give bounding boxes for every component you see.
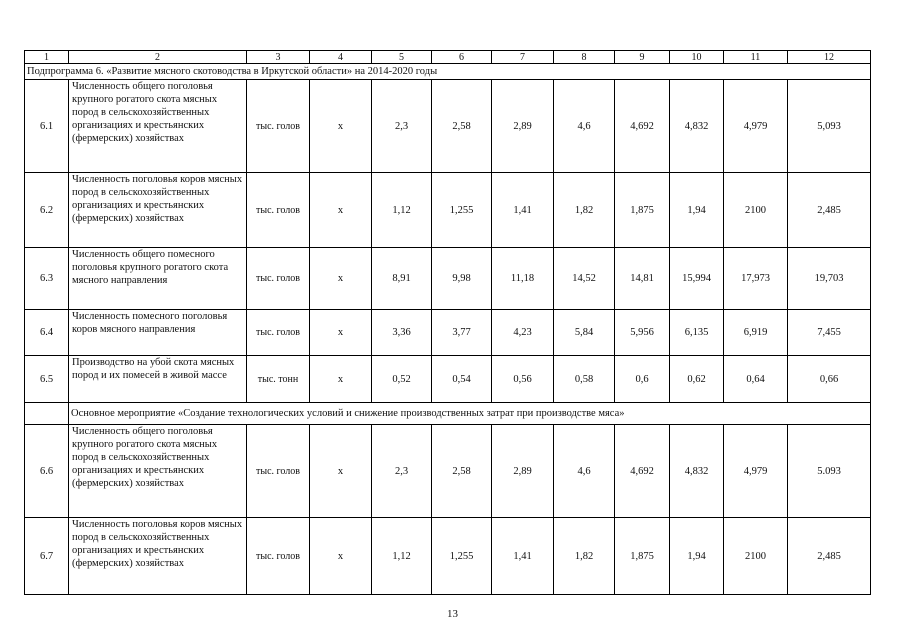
value-cell: 0,6 (615, 356, 670, 403)
value-cell: 4,6 (554, 80, 615, 173)
value-cell: 5,956 (615, 310, 670, 356)
value-cell: 1,94 (670, 173, 724, 248)
value-cell: 0,64 (724, 356, 788, 403)
value-cell: 7,455 (788, 310, 871, 356)
value-cell: 2,3 (372, 80, 432, 173)
value-cell: 0,54 (432, 356, 492, 403)
column-header: 5 (372, 51, 432, 64)
value-cell: 2,485 (788, 518, 871, 595)
value-cell: 4,832 (670, 425, 724, 518)
value-cell: 0,52 (372, 356, 432, 403)
table-row (25, 518, 871, 595)
base-value: х (310, 248, 372, 310)
value-cell: 1,82 (554, 518, 615, 595)
indicator-name: Численность поголовья коров мясных пород в сельскохозяйственных организациях и крестьянских (фермерских) хозяйствах (69, 173, 247, 248)
row-number: 6.6 (25, 425, 69, 518)
table-row (25, 248, 871, 310)
value-cell: 0,62 (670, 356, 724, 403)
value-cell: 1,875 (615, 518, 670, 595)
value-cell: 5,84 (554, 310, 615, 356)
value-cell: 1,41 (492, 518, 554, 595)
indicators-table (24, 50, 871, 595)
row-number: 6.5 (25, 356, 69, 403)
value-cell: 1,82 (554, 173, 615, 248)
indicator-name: Численность общего поголовья крупного рогатого скота мясных пород в сельскохозяйственных организациях и крестьянских (фермерских) хозяйствах (69, 80, 247, 173)
indicator-name: Производство на убой скота мясных пород и их помесей в живой массе (69, 356, 247, 403)
value-cell: 2100 (724, 518, 788, 595)
row-number: 6.7 (25, 518, 69, 595)
value-cell: 4,979 (724, 425, 788, 518)
row-number: 6.3 (25, 248, 69, 310)
value-cell: 2,3 (372, 425, 432, 518)
value-cell: 5.093 (788, 425, 871, 518)
value-cell: 4,23 (492, 310, 554, 356)
value-cell: 2,58 (432, 80, 492, 173)
page-number: 13 (447, 608, 458, 620)
table-row (25, 173, 871, 248)
column-header: 2 (69, 51, 247, 64)
row-number: 6.2 (25, 173, 69, 248)
column-header: 9 (615, 51, 670, 64)
value-cell: 17,973 (724, 248, 788, 310)
base-value: х (310, 310, 372, 356)
value-cell: 1,41 (492, 173, 554, 248)
value-cell: 14,81 (615, 248, 670, 310)
table-row (25, 356, 871, 403)
value-cell: 0,56 (492, 356, 554, 403)
value-cell: 0,58 (554, 356, 615, 403)
value-cell: 2,89 (492, 425, 554, 518)
value-cell: 14,52 (554, 248, 615, 310)
base-value: х (310, 173, 372, 248)
table-row (25, 425, 871, 518)
value-cell: 6,135 (670, 310, 724, 356)
value-cell: 4,832 (670, 80, 724, 173)
value-cell: 1,12 (372, 518, 432, 595)
value-cell: 4,979 (724, 80, 788, 173)
value-cell: 15,994 (670, 248, 724, 310)
column-header: 1 (25, 51, 69, 64)
subprogram-title: Подпрограмма 6. «Развитие мясного скотоводства в Иркутской области» на 2014-2020 годы (25, 64, 871, 80)
column-header: 12 (788, 51, 871, 64)
value-cell: 4,6 (554, 425, 615, 518)
value-cell: 2,89 (492, 80, 554, 173)
value-cell: 11,18 (492, 248, 554, 310)
row-number: 6.4 (25, 310, 69, 356)
value-cell: 6,919 (724, 310, 788, 356)
value-cell: 4,692 (615, 80, 670, 173)
indicator-name: Численность общего помесного поголовья крупного рогатого скота мясного направления (69, 248, 247, 310)
subprogram-row (25, 64, 871, 80)
value-cell: 1,94 (670, 518, 724, 595)
table-row (25, 80, 871, 173)
column-header: 10 (670, 51, 724, 64)
value-cell: 9,98 (432, 248, 492, 310)
column-header: 7 (492, 51, 554, 64)
column-header: 4 (310, 51, 372, 64)
header-row (25, 51, 871, 64)
value-cell: 8,91 (372, 248, 432, 310)
base-value: х (310, 356, 372, 403)
value-cell: 4,692 (615, 425, 670, 518)
base-value: х (310, 425, 372, 518)
value-cell: 19,703 (788, 248, 871, 310)
unit-cell: тыс. голов (247, 518, 310, 595)
row-number: 6.1 (25, 80, 69, 173)
main-activity-row (25, 403, 871, 425)
value-cell: 1,255 (432, 173, 492, 248)
table-row (25, 310, 871, 356)
main-activity-title: Основное мероприятие «Создание технологических условий и снижение производственных затрат при производстве мяса» (69, 403, 871, 425)
value-cell: 2100 (724, 173, 788, 248)
unit-cell: тыс. голов (247, 80, 310, 173)
column-header: 11 (724, 51, 788, 64)
value-cell: 1,875 (615, 173, 670, 248)
base-value: х (310, 518, 372, 595)
indicator-name: Численность помесного поголовья коров мясного направления (69, 310, 247, 356)
value-cell: 0,66 (788, 356, 871, 403)
unit-cell: тыс. голов (247, 310, 310, 356)
indicator-name: Численность общего поголовья крупного рогатого скота мясных пород в сельскохозяйственных организациях и крестьянских (фермерских) хозяйствах (69, 425, 247, 518)
value-cell: 3,36 (372, 310, 432, 356)
unit-cell: тыс. тонн (247, 356, 310, 403)
column-header: 8 (554, 51, 615, 64)
value-cell: 2,485 (788, 173, 871, 248)
column-header: 3 (247, 51, 310, 64)
value-cell: 5,093 (788, 80, 871, 173)
value-cell: 3,77 (432, 310, 492, 356)
unit-cell: тыс. голов (247, 173, 310, 248)
value-cell: 1,255 (432, 518, 492, 595)
base-value: х (310, 80, 372, 173)
value-cell: 2,58 (432, 425, 492, 518)
unit-cell: тыс. голов (247, 248, 310, 310)
value-cell: 1,12 (372, 173, 432, 248)
indicator-name: Численность поголовья коров мясных пород в сельскохозяйственных организациях и крестьянских (фермерских) хозяйствах (69, 518, 247, 595)
unit-cell: тыс. голов (247, 425, 310, 518)
column-header: 6 (432, 51, 492, 64)
empty-cell (25, 403, 69, 425)
